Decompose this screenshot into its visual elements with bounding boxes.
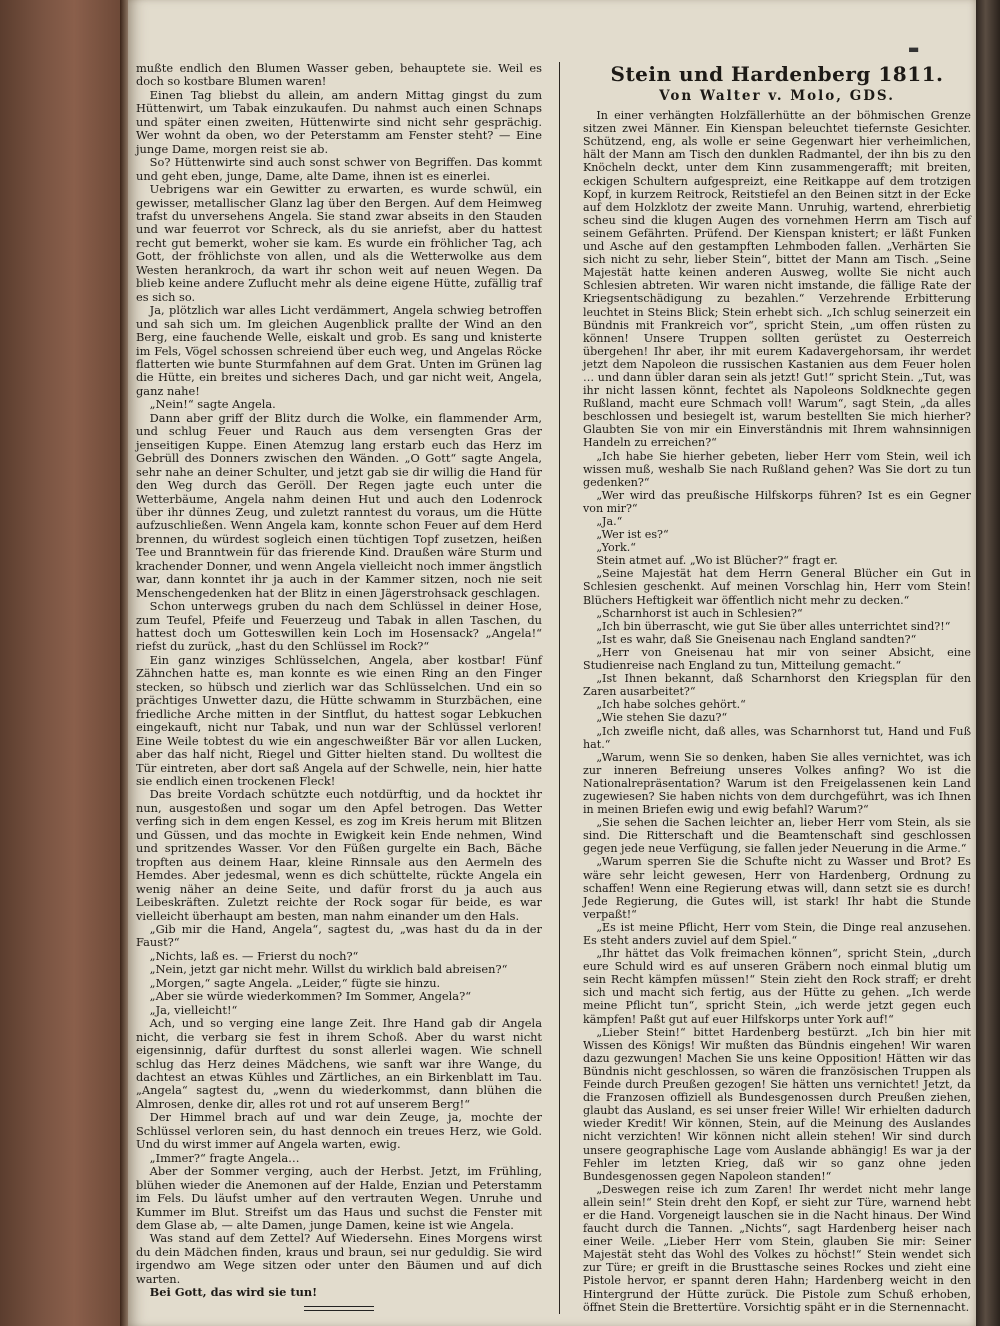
paragraph: „Aber sie würde wiederkommen? Im Sommer, Angela?“ [149, 989, 472, 1004]
paragraph: So? Hüttenwirte sind auch sonst schwer von Begriffen. Das kommt und geht eben, junge, Dame, alte Dame, ihnen ist es einerlei. [136, 155, 542, 183]
paragraph: „Deswegen reise ich zum Zaren! Ihr werdet nicht mehr lange allein sein!“ Stein dreht den Kopf, er sieht zur Türe, warnend hebt er die Hand. Vorgeneigt lauschen sie in die Nacht hinaus. Der Wind faucht durch die Tannen. „Nichts“, sagt Hardenberg heiser nach einer Weile. „Lieber Herr vom Stein, glauben Sie mir: Seiner Majestät steht das Wohl des Volkes zu höchst!“ Stein wendet sich zur Türe; er greift in die Brusttasche seines Rockes und zieht eine Pistole hervor, er spannt deren Hahn; Hardenberg weicht in den Hintergrund der Hütte zurück. Die Pistole zum Schuß erhoben, öffnet Stein die Brettertüre. Vorsichtig späht er in die Sternennacht. [583, 1182, 971, 1314]
paragraph: „Morgen,“ sagte Angela. „Leider,“ fügte sie hinzu. [149, 975, 441, 990]
paragraph: In einer verhängten Holzfällerhütte an der böhmischen Grenze sitzen zwei Männer. Ein Kienspan beleuchtet tiefernste Gesichter. Schützend, eng, als wolle er seine Gegenwart hier verheimlichen, hält der Mann am Tisch den dunklen Radmantel, der ihn bis zu den Knöcheln deckt, unter dem Kinn zusammengerafft; mit breiten, eckigen Schultern aufgespreizt, eine Reitkappe auf dem trotzigen Kopf, in kurzem Reitrock, Reitstiefel an den Beinen sitzt in der Ecke auf dem Holzklotz der zweite Mann. Unruhig, wartend, ehrerbietig scheu sind die klugen Augen des vornehmen Herrn am Tisch auf seinem Gefährten. Prüfend. Der Kienspan knistert; er läßt Funken und Asche auf den gestampften Lehmboden fallen. „Verhärten Sie sich nicht zu sehr, lieber Stein“, bittet der Mann am Tisch. „Seine Majestät hatte keinen anderen Ausweg, wollte Sie nicht auch Schlesien abtreten. Wir waren nicht imstande, die fällige Rate der Kriegsentschädigung zu bezahlen.“ Verzehrende Erbitterung leuchtet in Steins Blick; Stein erhebt sich. „Ich schlug seinerzeit ein Bündnis mit Frankreich vor“, spricht Stein, „um offen rüsten zu können! Unsere Truppen sollten gerüstet zu Oesterreich übergehen! Ihr aber, ihr mit eurem Kadavergehorsam, ihr werdet jetzt dem Napoleon die russischen Kastanien aus dem Feuer holen … und dann übler daran sein als jetzt! Gut!“ spricht Stein. „Tut, was ihr nicht lassen könnt, fechtet als Napoleons Soldknechte gegen Rußland, macht eure Schmach voll! Warum“, sagt Stein, „da alles beschlossen und besiegelt ist, warum bestellten Sie mich hierher? Glaubten Sie von mir ein Einverständnis mit Ihrem wahnsinnigen Handeln zu erreichen?“ [583, 109, 971, 450]
paragraph: Der Himmel brach auf und war dein Zeuge, ja, mochte der Schlüssel verloren sein, du hast dennoch ein treues Herz, wie Gold. Und du wirst immer auf Angela warten, ewig. [136, 1110, 542, 1152]
paragraph: Ja, plötzlich war alles Licht verdämmert, Angela schwieg betroffen und sah sich um. Im gleichen Augenblick prallte der Wind an den Berg, eine fauchende Welle, eiskalt und grob. Es sang und knisterte im Fels, Vögel schossen schreiend über euch weg, und Angelas Röcke flatterten wie bunte Sturmfahnen auf dem Grat. Unten im Grünen lag die Hütte, ein breites und sicheres Dach, und gar nicht weit, Angela, ganz nahe! [136, 303, 542, 398]
paragraph: Das breite Vordach schützte euch notdürftig, und da hocktet ihr nun, ausgestoßen und sogar um den Apfel betrogen. Das Wetter verfing sich in dem engen Kessel, es zog im Kreis herum mit Blitzen und Güssen, und das mochte in Ewigkeit kein Ende nehmen, Wind und spritzendes Wasser. Vor den Füßen gurgelte ein Bach, Bäche tropften aus deinem Haar, kleine Rinnsale aus den Aermeln des Hemdes. Aber jedesmal, wenn es dich schüttelte, rückte Angela ein wenig näher an deine Seite, und dafür frorst du ja auch aus Leibeskräften. Zuletzt reichte der Rock sogar für beide, es war vielleicht überhaupt am besten, man nahm einander um den Hals. [136, 787, 542, 923]
page-edge [976, 0, 1000, 1326]
article-title: Stein und Hardenberg 1811. [610, 62, 944, 86]
column-divider [559, 62, 560, 1314]
paragraph: „Es ist meine Pflicht, Herr vom Stein, die Dinge real anzusehen. Es steht anders zuviel auf dem Spiel.“ [583, 920, 971, 947]
paragraph: „Wie stehen Sie dazu?“ [596, 711, 728, 725]
closing-line: Bei Gott, das wird sie tun! [149, 1285, 318, 1300]
paragraph: Ach, und so verging eine lange Zeit. Ihre Hand gab dir Angela nicht, die verbarg sie fest in ihrem Schoß. Aber du warst nicht eigensinnig, dafür durftest du sonst allerlei wagen. Wie schnell schlug das Herz deines Mädchens, wie sanft war ihre Wange, du dachtest an etwas Kühles und Zärtliches, an ein Birkenblatt im Tau. „Angela“ sagtest du, „wenn du wiederkommst, dann blühen die Almrosen, denke dir, alles rot und rot auf unserem Berg!“ [136, 1016, 542, 1111]
paragraph: Dann aber griff der Blitz durch die Wolke, ein flammender Arm, und schlug Feuer und Rauch aus dem versengten Gras der jenseitigen Kuppe. Einen Atemzug lang erstarb euch das Herz im Gebrüll des Donners zwischen den Wänden. „O Gott“ sagte Angela, sehr nahe an deiner Schulter, und jetzt gab sie dir willig die Hand für den Weg durch das Geröll. Der Regen jagte euch unter die Wetterbäume, Angela nahm deinen Hut und auch den Lodenrock über ihr dünnes Zeug, und zuletzt ranntest du voraus, um die Hütte aufzuschließen. Wenn Angela kam, konnte schon Feuer auf dem Herd brennen, du würdest sogleich einen tüchtigen Topf zusetzen, heißen Tee und Branntwein für das frierende Kind. Draußen wäre Sturm und krachender Donner, und wenn Angela vielleicht noch immer ängstlich war, dann konntet ihr ja auch in der Kammer sitzen, noch nie seit Menschengedenken hat der Blitz in einen Jägerstrohsack geschlagen. [136, 410, 542, 600]
paragraph: „Lieber Stein!“ bittet Hardenberg bestürzt. „Ich bin hier mit Wissen des Königs! Wir mußten das Bündnis eingehen! Wir waren dazu gezwungen! Machen Sie uns keine Opposition! Hätten wir das Bündnis nicht geschlossen, so wären die französischen Truppen als Feinde durch Preußen gezogen! Sie hätten uns vernichtet! Jetzt, da die Franzosen offiziell als Bundesgenossen durch Preußen ziehen, glaubt das Ausland, es sei unser freier Wille! Wir erhielten dadurch wieder Kredit! Wir können, Stein, auf die Meinung des Auslandes nicht verzichten! Wir können nicht allein stehen! Wir sind durch unsere geographische Lage vom Auslande abhängig! Es war ja der Fehler im letzten Krieg, daß wir so ganz ohne jeden Bundesgenossen gegen Napoleon standen!“ [583, 1025, 971, 1183]
paragraph: „Ist es wahr, daß Sie Gneisenau nach England sandten?“ [596, 632, 917, 646]
paragraph: „Nichts, laß es. — Frierst du noch?“ [149, 948, 359, 963]
paragraph: Was stand auf dem Zettel? Auf Wiedersehn. Eines Morgens wirst du dein Mädchen finden, kraus und braun, sei nur geduldig. Sie wird irgendwo am Wege sitzen oder unter den Bäumen und auf dich warten. [136, 1231, 542, 1286]
paragraph: „Ich habe solches gehört.“ [596, 698, 746, 712]
paragraph: „Gib mir die Hand, Angela“, sagtest du, „was hast du da in der Faust?“ [136, 922, 542, 950]
paragraph: „Sie sehen die Sachen leichter an, lieber Herr vom Stein, als sie sind. Die Ritterschaft und die Beamtenschaft sind geschlossen gegen jede neue Verfügung, sie fallen jeder Neuerung in die Arme.“ [583, 816, 971, 856]
paragraph: Ein ganz winziges Schlüsselchen, Angela, aber kostbar! Fünf Zähnchen hatte es, man konnte es wie einen Ring an den Finger stecken, so hübsch und zierlich war das Schlüsselchen. Und ein so prächtiges Unwetter dazu, die Hütte schwamm in Sturzbächen, eine friedliche Arche mitten in der Sintflut, du hattest sogar Lebkuchen eingekauft, nicht nur Tabak, und nun war der Schlüssel verloren! Eine Weile tobtest du wie ein angeschweißter Bär vor allen Lucken, aber das half nicht, Riegel und Gitter hielten stand. Du wolltest die Tür eintreten, aber dort saß Angela auf der Schwelle, nein, hier hatte sie endlich einen trockenen Fleck! [136, 652, 542, 789]
paragraph: mußte endlich den Blumen Wasser geben, behauptete sie. Weil es doch so kostbare Blumen waren! [136, 61, 542, 89]
paragraph: „Ich zweifle nicht, daß alles, was Scharnhorst tut, Hand und Fuß hat.“ [583, 724, 971, 751]
paragraph: „Wer ist es?“ [596, 528, 669, 542]
end-rule [304, 1306, 374, 1311]
paragraph: „Nein!“ sagte Angela. [149, 397, 276, 412]
paragraph: „Ich habe Sie hierher gebeten, lieber Herr vom Stein, weil ich wissen muß, weshalb Sie nach Rußland gehen? Was Sie dort zu tun gedenken?“ [583, 449, 971, 489]
paragraph: „Wer wird das preußische Hilfskorps führen? Ist es ein Gegner von mir?“ [583, 488, 971, 515]
book-binding [0, 0, 124, 1326]
paragraph: „Ich bin überrascht, wie gut Sie über alles unterrichtet sind?!“ [596, 619, 951, 633]
paragraph: Uebrigens war ein Gewitter zu erwarten, es wurde schwül, ein gewisser, metallischer Glanz lag über den Bergen. Auf dem Heimweg trafst du unversehens Angela. Sie stand zwar abseits in den Stauden und war feuerrot vor Schreck, als du sie anriefst, aber du hattest recht gut bemerkt, woher sie kam. Es wurde ein fröhlicher Tag, ach Gott, der fröhlichste von allen, und als die Wetterwolke aus dem Westen herankroch, da wart ihr schon weit auf neuen Wegen. Da blieb keine andere Zuflucht mehr als deine eigene Hütte, zufällig traf es sich so. [136, 182, 542, 304]
paragraph: „Ja.“ [596, 515, 623, 528]
paragraph: „Warum sperren Sie die Schufte nicht zu Wasser und Brot? Es wäre sehr leicht gewesen, Herr von Hardenberg, Ordnung zu schaffen! Wenn eine Regierung etwas will, dann setzt sie es durch! Jede Regierung, die Gutes will, ist stark! Ihr habt die Stunde verpaßt!“ [583, 855, 971, 921]
paragraph: „Nein, jetzt gar nicht mehr. Willst du wirklich bald abreisen?“ [149, 962, 508, 977]
paragraph: „Ihr hättet das Volk freimachen können“, spricht Stein, „durch eure Schuld wird es auf unseren Gräbern noch einmal blutig um sein Recht kämpfen müssen!“ Stein zieht den Rock straff; er dreht sich und macht sich fertig, aus der Hütte zu gehen. „Ich werde meine Pflicht tun“, spricht Stein, „ich werde jetzt gegen euch kämpfen! Paßt gut auf euer Hilfskorps unter York auf!“ [583, 947, 971, 1026]
paragraph: „Ist Ihnen bekannt, daß Scharnhorst den Kriegsplan für den Zaren ausarbeitet?“ [583, 672, 971, 699]
article-byline: Von Walter v. Molo, GDS. [659, 88, 895, 104]
paragraph: „Herr von Gneisenau hat mir von seiner Absicht, eine Studienreise nach England zu tun, Mitteilung gemacht.“ [583, 645, 971, 673]
paragraph: „Seine Majestät hat dem Herrn General Blücher ein Gut in Schlesien geschenkt. Auf meinen Vorschlag hin, Herr vom Stein! Blüchers Heftigkeit war öffentlich nicht mehr zu decken.“ [583, 567, 971, 607]
page-mark: ▬ [908, 42, 920, 56]
paragraph: Schon unterwegs gruben du nach dem Schlüssel in deiner Hose, zum Teufel, Pfeife und Feuerzeug und Tabak in allen Taschen, du hattest doch um Gotteswillen kein Loch im Hosensack? „Angela!“ riefst du zurück, „hast du den Schlüssel im Rock?“ [136, 599, 542, 654]
paragraph: Stein atmet auf. „Wo ist Blücher?“ fragt er. [596, 554, 838, 568]
left-column [136, 62, 542, 1311]
paragraph: „Ja, vielleicht!“ [149, 1002, 238, 1017]
paragraph: „York.“ [596, 541, 636, 555]
paragraph: Einen Tag bliebst du allein, am andern Mittag gingst du zum Hüttenwirt, um Tabak einzukaufen. Du nahmst auch einen Schnaps und später einen zweiten, Hüttenwirte sind nicht sehr gesprächig. Wer wohnt da oben, wo der Peterstamm am Fenster steht? — Eine junge Dame, morgen reist sie ab. [136, 87, 542, 156]
paragraph: „Immer?“ fragte Angela… [149, 1150, 300, 1165]
paragraph: „Scharnhorst ist auch in Schlesien?“ [596, 606, 803, 620]
paragraph: „Warum, wenn Sie so denken, haben Sie alles vernichtet, was ich zur inneren Befreiung unseres Volkes anfing? Wo ist die Nationalrepräsentation? Warum ist den Freigelassenen kein Land zugewiesen? Sie haben nichts von dem durchgeführt, was ich Ihnen in meinen Briefen ewig und ewig befahl? Warum?“ [583, 750, 971, 817]
paragraph: Aber der Sommer verging, auch der Herbst. Jetzt, im Frühling, blühen wieder die Anemonen auf der Halde, Enzian und Peterstamm im Fels. Du läufst umher auf den vertrauten Wegen. Unruhe und Kummer im Blut. Streifst um das Haus und suchst die Fenster mit dem Glase ab, — alte Damen, junge Damen, keine ist wie Angela. [136, 1164, 542, 1232]
right-column [583, 62, 971, 1314]
